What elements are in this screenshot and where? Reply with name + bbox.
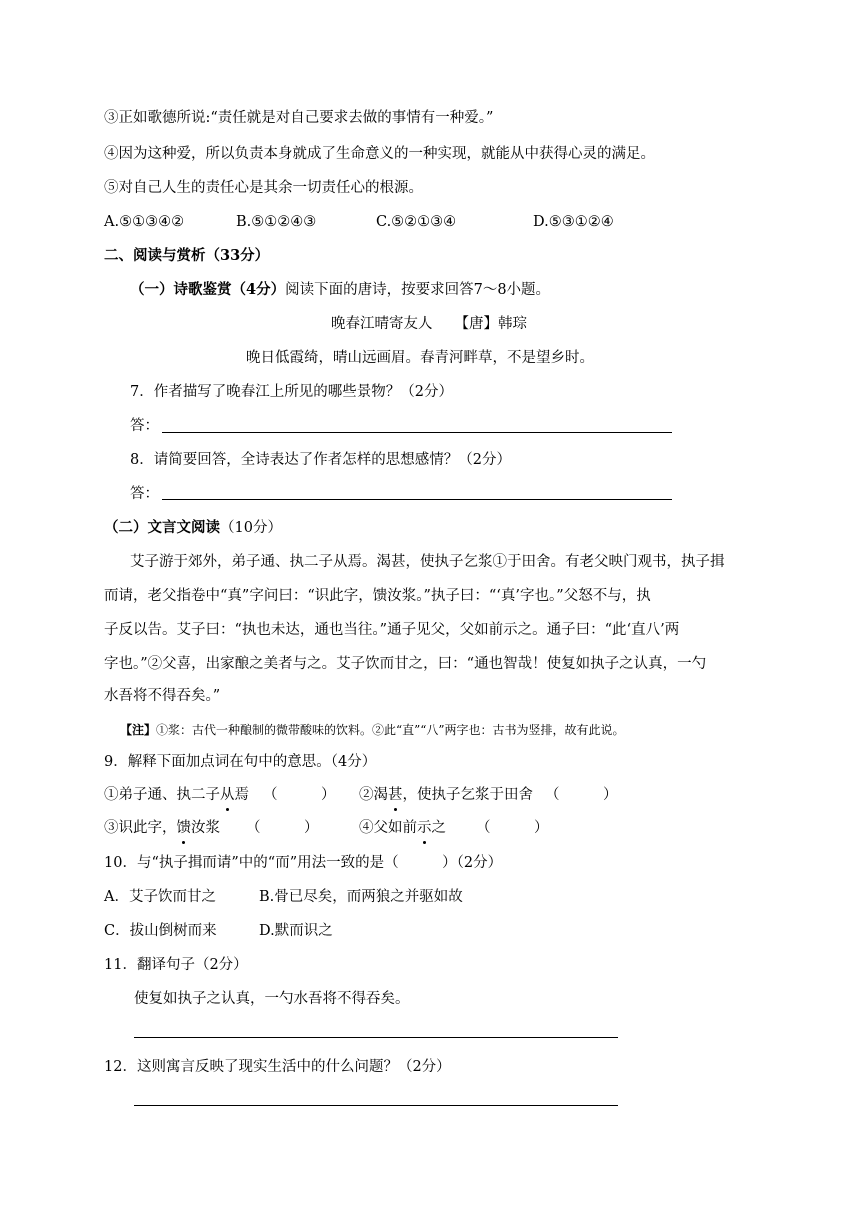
q6-item-5: ⑤对自己人生的责任心是其余一切责任心的根源。 [104, 180, 423, 196]
classical-text-line-3: 子反以告。艾子曰：“执也未达，通也当往。”通子见父，父如前示之。通子曰：“此‘直八’两 [104, 622, 680, 638]
q7-answer-line[interactable] [162, 432, 672, 433]
q9-item-a: ①弟子通、执二子从焉 （ ） [104, 787, 336, 803]
q8-answer-line[interactable] [162, 499, 672, 500]
q10-row-1 [104, 887, 463, 907]
classical-text-line-2: 而请，老父指卷中“真”字问曰：“识此字，馈汝浆。”执子曰：“‘真’字也。”父怒不与，执 [104, 588, 651, 604]
classical-text-line-1: 艾子游于郊外，弟子通、执二子从焉。渴甚，使执子乞浆①于田舍。有老父映门观书，执子揖 [130, 554, 725, 570]
classical-section-heading [104, 518, 282, 538]
classical-text-line-5: 水吾将不得吞矣。” [104, 688, 221, 704]
poem-section-instruction: 阅读下面的唐诗，按要求回答7～8小题。 [285, 282, 551, 298]
q6-option-c: C.⑤②①③④ [376, 214, 457, 230]
section2-title: 二、阅读与赏析（33分） [104, 247, 270, 264]
q9-dotted-word-d: 示 [417, 820, 432, 836]
q9-dotted-word-a: 从 [220, 787, 235, 803]
poem-title: 晚春江晴寄友人 [331, 316, 433, 332]
q6-options [104, 212, 614, 232]
q8-answer-label: 答： [130, 486, 159, 502]
q12-answer-line[interactable] [134, 1105, 618, 1106]
q7-answer-label: 答： [130, 418, 159, 434]
poem-title-line [331, 314, 527, 334]
q6-option-a: A.⑤①③④② [104, 214, 185, 230]
note-text: ①浆：古代一种酿制的微带酸味的饮料。②此“直”“八”两字也：古书为竖排，故有此说。 [156, 723, 625, 737]
q10-row-2 [104, 921, 333, 941]
q9-row-2 [104, 818, 549, 838]
classical-section-score: （10分） [220, 520, 282, 536]
q9-item-d: ④父如前示之 （ ） [359, 820, 549, 836]
q9-item-c: ③识此字，馈汝浆 （ ） [104, 820, 319, 836]
q11-question: 11．翻译句子（2分） [104, 957, 248, 973]
q11-answer-line[interactable] [134, 1037, 618, 1038]
q9-dotted-word-b: 甚 [388, 787, 403, 803]
q9-blank-b[interactable]: （ ） [545, 787, 618, 803]
poem-text: 晚日低霞绮，晴山远画眉。春青河畔草，不是望乡时。 [246, 350, 594, 366]
classical-text-line-4: 字也。”②父喜，出家酿之美者与之。艾子饮而甘之，曰：“通也智哉！使复如执子之认真，一勺 [104, 656, 707, 672]
q9-row-1 [104, 785, 618, 805]
poem-author: 【唐】韩琮 [454, 316, 527, 332]
q6-item-4: ④因为这种爱，所以负责本身就成了生命意义的一种实现，就能从中获得心灵的满足。 [104, 146, 655, 162]
q9-blank-a[interactable]: （ ） [263, 787, 336, 803]
classical-note [120, 720, 625, 740]
q12-question: 12．这则寓言反映了现实生活中的什么问题？（2分） [104, 1059, 451, 1075]
q9-question: 9．解释下面加点词在句中的意思。（4分） [104, 754, 377, 770]
poem-section-label: （一）诗歌鉴赏（4分） [130, 281, 286, 298]
q9-blank-c[interactable]: （ ） [246, 820, 319, 836]
poem-section-heading [130, 280, 550, 300]
q10-option-c: C．拔山倒树而来 [104, 923, 217, 939]
q6-option-d: D.⑤③①②④ [533, 214, 614, 230]
q8-question: 8．请简要回答，全诗表达了作者怎样的思想感情？（2分） [130, 452, 511, 468]
note-label: 【注】 [120, 723, 157, 737]
q6-item-3: ③正如歌德所说:“责任就是对自己要求去做的事情有一种爱。” [104, 110, 494, 126]
q10-option-b: B.骨已尽矣，而两狼之并驱如故 [259, 889, 463, 905]
q10-option-d: D.默而识之 [259, 923, 333, 939]
q9-blank-d[interactable]: （ ） [476, 820, 549, 836]
q7-question: 7．作者描写了晚春江上所见的哪些景物？（2分） [130, 384, 453, 400]
q9-item-b: ②渴甚，使执子乞浆于田舍 （ ） [359, 787, 618, 803]
q10-option-a: A．艾子饮而甘之 [104, 889, 216, 905]
q9-dotted-word-c: 馈 [176, 820, 191, 836]
q6-option-b: B.⑤①②④③ [236, 214, 317, 230]
q11-sentence: 使复如执子之认真，一勺水吾将不得吞矣。 [134, 991, 410, 1007]
q10-question: 10．与“执子揖而请”中的“而”用法一致的是（ ）（2分） [104, 855, 503, 871]
classical-section-label: （二）文言文阅读 [104, 519, 220, 536]
